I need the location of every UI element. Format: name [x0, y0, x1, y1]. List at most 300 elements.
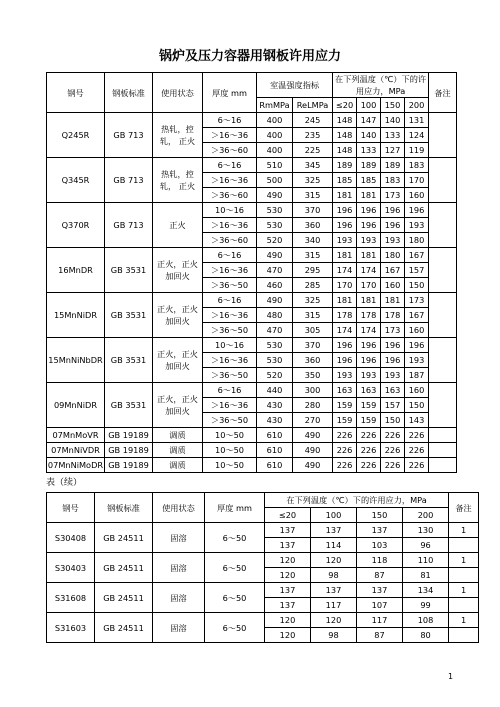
stress-200-cell: 167 — [405, 248, 429, 263]
standard-cell: GB 3531 — [105, 338, 153, 383]
rm-cell: 400 — [257, 113, 293, 128]
thickness-cell: 6～16 — [203, 293, 257, 308]
standard-cell: GB 713 — [105, 113, 153, 158]
stress-100-cell: 137 — [311, 583, 357, 598]
header-condition: 使用状态 — [153, 73, 203, 113]
rm-cell: 530 — [257, 203, 293, 218]
stress-150-cell: 87 — [357, 568, 403, 583]
stress-200-cell: 170 — [405, 173, 429, 188]
rm-cell: 500 — [257, 173, 293, 188]
table-row — [47, 113, 457, 128]
standard-cell: GB 24511 — [95, 553, 153, 583]
rm-cell: 520 — [257, 368, 293, 383]
rm-cell: 610 — [257, 443, 293, 458]
remark-cell — [429, 383, 457, 428]
rel-cell: 225 — [293, 143, 333, 158]
rm-cell: 400 — [257, 128, 293, 143]
remark-cell — [429, 443, 457, 458]
stress-20-cell: 137 — [265, 538, 311, 553]
condition-cell: 正火，正火加回火 — [153, 338, 203, 383]
stress-200-cell: 196 — [405, 338, 429, 353]
stress-20-cell: 174 — [333, 263, 357, 278]
stress-100-cell: 114 — [311, 538, 357, 553]
rm-cell: 530 — [257, 353, 293, 368]
stress-100-cell: 181 — [357, 188, 381, 203]
condition-cell: 正火 — [153, 203, 203, 248]
condition-cell: 调质 — [153, 428, 203, 443]
stress-150-cell: 180 — [381, 248, 405, 263]
rel-cell: 345 — [293, 158, 333, 173]
stress-100-cell: 226 — [357, 443, 381, 458]
thickness-cell: 6～16 — [203, 113, 257, 128]
thickness-cell: ＞16～36 — [203, 308, 257, 323]
rm-cell: 470 — [257, 263, 293, 278]
rel-cell: 490 — [293, 458, 333, 473]
rm-cell: 460 — [257, 278, 293, 293]
rel-cell: 280 — [293, 398, 333, 413]
thickness-cell: 6～50 — [205, 553, 265, 583]
rel-cell: 270 — [293, 413, 333, 428]
remark-cell — [429, 293, 457, 338]
stress-200-cell: 143 — [405, 413, 429, 428]
thickness-cell: ＞36～50 — [203, 413, 257, 428]
table-row — [47, 428, 457, 443]
stress-20-cell: 137 — [265, 598, 311, 613]
stress-20-cell: 189 — [333, 158, 357, 173]
thickness-cell: 6～50 — [205, 523, 265, 553]
rm-cell: 610 — [257, 428, 293, 443]
stress-100-cell: 196 — [357, 203, 381, 218]
stress-20-cell: 196 — [333, 218, 357, 233]
stress-100-cell: 185 — [357, 173, 381, 188]
stress-100-cell: 174 — [357, 263, 381, 278]
remark-cell: 1 — [449, 583, 479, 598]
stress-20-cell: 226 — [333, 428, 357, 443]
stress-20-cell: 148 — [333, 128, 357, 143]
stress-20-cell: 137 — [265, 523, 311, 538]
grade-cell: S31608 — [47, 583, 95, 613]
stress-100-cell: 178 — [357, 308, 381, 323]
remark-cell: 1 — [449, 613, 479, 628]
grade-cell: S30403 — [47, 553, 95, 583]
stress-100-cell: 196 — [357, 338, 381, 353]
rm-cell: 470 — [257, 323, 293, 338]
continued-label: 表（续） — [46, 478, 83, 488]
stress-20-cell: 159 — [333, 398, 357, 413]
header-t150: 150 — [381, 98, 405, 113]
header-t100: 100 — [357, 98, 381, 113]
stress-100-cell: 170 — [357, 278, 381, 293]
stress-150-cell: 183 — [381, 173, 405, 188]
stress-20-cell: 148 — [333, 113, 357, 128]
table-row — [47, 553, 479, 568]
stress-20-cell: 170 — [333, 278, 357, 293]
thickness-cell: ＞16～36 — [203, 263, 257, 278]
condition-cell: 固溶 — [153, 613, 205, 643]
header-t200: 200 — [403, 508, 449, 523]
standard-cell: GB 713 — [105, 203, 153, 248]
remark-cell: 1 — [449, 553, 479, 568]
rm-cell: 610 — [257, 458, 293, 473]
rm-cell: 430 — [257, 413, 293, 428]
rel-cell: 325 — [293, 173, 333, 188]
stress-100-cell: 137 — [311, 523, 357, 538]
condition-cell: 固溶 — [153, 553, 205, 583]
stainless-stress-table — [46, 492, 479, 643]
table-row — [47, 523, 479, 538]
stress-20-cell: 159 — [333, 413, 357, 428]
stress-200-cell: 196 — [405, 203, 429, 218]
condition-cell: 固溶 — [153, 583, 205, 613]
rel-cell: 340 — [293, 233, 333, 248]
rel-cell: 285 — [293, 278, 333, 293]
stress-100-cell: 174 — [357, 323, 381, 338]
stress-150-cell: 118 — [357, 553, 403, 568]
stress-200-cell: 96 — [403, 538, 449, 553]
stress-200-cell: 119 — [405, 143, 429, 158]
thickness-cell: 6～16 — [203, 248, 257, 263]
page-title: 锅炉及压力容器用钢板许用应力 — [158, 49, 341, 64]
rm-cell: 400 — [257, 143, 293, 158]
page-number: 1 — [448, 672, 454, 681]
header-stress: 在下列温度（℃）下的许用应力，MPa — [333, 73, 429, 98]
stress-200-cell: 183 — [405, 158, 429, 173]
condition-cell: 正火，正火加回火 — [153, 383, 203, 428]
stress-150-cell: 103 — [357, 538, 403, 553]
rel-cell: 490 — [293, 443, 333, 458]
grade-cell: S31603 — [47, 613, 95, 643]
table-row — [47, 458, 457, 473]
table-row — [47, 583, 479, 598]
stress-150-cell: 196 — [381, 353, 405, 368]
stress-150-cell: 178 — [381, 308, 405, 323]
stress-20-cell: 120 — [265, 568, 311, 583]
remark-cell — [429, 248, 457, 293]
header-t100: 100 — [311, 508, 357, 523]
thickness-cell: ＞36～60 — [203, 233, 257, 248]
header-thickness: 厚度 mm — [203, 73, 257, 113]
rm-cell: 520 — [257, 233, 293, 248]
rel-cell: 315 — [293, 248, 333, 263]
stress-150-cell: 163 — [381, 383, 405, 398]
stress-150-cell: 181 — [381, 293, 405, 308]
stress-100-cell: 189 — [357, 158, 381, 173]
grade-cell: 16MnDR — [47, 248, 105, 293]
remark-cell — [449, 628, 479, 643]
grade-cell: 15MnNiNbDR — [47, 338, 105, 383]
grade-cell: Q370R — [47, 203, 105, 248]
stress-200-cell: 173 — [405, 293, 429, 308]
remark-cell — [429, 113, 457, 158]
stress-100-cell: 159 — [357, 398, 381, 413]
stress-200-cell: 157 — [405, 263, 429, 278]
stress-200-cell: 160 — [405, 188, 429, 203]
header-grade: 钢号 — [47, 493, 95, 523]
header-grade: 钢号 — [47, 73, 105, 113]
stress-200-cell: 124 — [405, 128, 429, 143]
stress-20-cell: 181 — [333, 248, 357, 263]
stress-150-cell: 196 — [381, 203, 405, 218]
stress-100-cell: 120 — [311, 553, 357, 568]
thickness-cell: 6～16 — [203, 383, 257, 398]
thickness-cell: ＞16～36 — [203, 173, 257, 188]
stress-150-cell: 107 — [357, 598, 403, 613]
stress-150-cell: 137 — [357, 583, 403, 598]
rm-cell: 490 — [257, 293, 293, 308]
header-t200: 200 — [405, 98, 429, 113]
table-row — [47, 158, 457, 173]
stress-20-cell: 148 — [333, 143, 357, 158]
remark-cell — [429, 203, 457, 248]
stress-150-cell: 133 — [381, 128, 405, 143]
grade-cell: 07MnNiVDR — [47, 443, 105, 458]
condition-cell: 正火，正火加回火 — [153, 293, 203, 338]
rel-cell: 235 — [293, 128, 333, 143]
standard-cell: GB 3531 — [105, 248, 153, 293]
stress-150-cell: 87 — [357, 628, 403, 643]
stress-100-cell: 98 — [311, 628, 357, 643]
rel-cell: 315 — [293, 188, 333, 203]
stress-200-cell: 226 — [405, 443, 429, 458]
rm-cell: 490 — [257, 188, 293, 203]
header-remark: 备注 — [429, 73, 457, 113]
header-remark: 备注 — [449, 493, 479, 523]
rm-cell: 530 — [257, 338, 293, 353]
standard-cell: GB 19189 — [105, 443, 153, 458]
grade-cell: Q345R — [47, 158, 105, 203]
rel-cell: 370 — [293, 338, 333, 353]
header-condition: 使用状态 — [153, 493, 205, 523]
stress-200-cell: 99 — [403, 598, 449, 613]
remark-cell — [429, 338, 457, 383]
thickness-cell: 6～16 — [203, 158, 257, 173]
header-rel: ReLMPa — [293, 98, 333, 113]
stress-100-cell: 193 — [357, 233, 381, 248]
stress-100-cell: 181 — [357, 248, 381, 263]
stress-200-cell: 193 — [405, 218, 429, 233]
header-t150: 150 — [357, 508, 403, 523]
stress-20-cell: 185 — [333, 173, 357, 188]
stress-150-cell: 160 — [381, 278, 405, 293]
header-stress: 在下列温度（℃）下的许用应力，MPa — [265, 493, 449, 508]
condition-cell: 正火，正火加回火 — [153, 248, 203, 293]
rm-cell: 440 — [257, 383, 293, 398]
stress-150-cell: 193 — [381, 368, 405, 383]
stress-20-cell: 181 — [333, 188, 357, 203]
stress-20-cell: 193 — [333, 368, 357, 383]
stress-100-cell: 196 — [357, 218, 381, 233]
rel-cell: 305 — [293, 323, 333, 338]
thickness-cell: ＞16～36 — [203, 398, 257, 413]
stress-200-cell: 226 — [405, 428, 429, 443]
header-t20: ≤20 — [333, 98, 357, 113]
standard-cell: GB 24511 — [95, 583, 153, 613]
stress-20-cell: 226 — [333, 443, 357, 458]
condition-cell: 热轧，控轧， 正火 — [153, 158, 203, 203]
standard-cell: GB 3531 — [105, 383, 153, 428]
header-room-temp: 室温强度指标 — [257, 73, 333, 98]
rel-cell: 295 — [293, 263, 333, 278]
rm-cell: 510 — [257, 158, 293, 173]
table-row — [47, 383, 457, 398]
rel-cell: 245 — [293, 113, 333, 128]
stress-150-cell: 173 — [381, 188, 405, 203]
stress-20-cell: 174 — [333, 323, 357, 338]
standard-cell: GB 24511 — [95, 523, 153, 553]
table-row — [47, 443, 457, 458]
stress-200-cell: 81 — [403, 568, 449, 583]
stress-100-cell: 120 — [311, 613, 357, 628]
stress-20-cell: 181 — [333, 293, 357, 308]
stress-20-cell: 120 — [265, 613, 311, 628]
grade-cell: 09MnNiDR — [47, 383, 105, 428]
stress-100-cell: 117 — [311, 598, 357, 613]
stress-150-cell: 226 — [381, 443, 405, 458]
stress-100-cell: 163 — [357, 383, 381, 398]
stress-200-cell: 150 — [405, 398, 429, 413]
stress-200-cell: 180 — [405, 233, 429, 248]
rm-cell: 530 — [257, 218, 293, 233]
stress-20-cell: 163 — [333, 383, 357, 398]
rm-cell: 430 — [257, 398, 293, 413]
grade-cell: 15MnNiDR — [47, 293, 105, 338]
stress-100-cell: 226 — [357, 428, 381, 443]
stress-100-cell: 193 — [357, 368, 381, 383]
header-standard: 钢板标准 — [105, 73, 153, 113]
rel-cell: 370 — [293, 203, 333, 218]
stress-200-cell: 167 — [405, 308, 429, 323]
thickness-cell: ＞16～36 — [203, 218, 257, 233]
stress-100-cell: 159 — [357, 413, 381, 428]
thickness-cell: 6～50 — [205, 613, 265, 643]
thickness-cell: 10～50 — [203, 428, 257, 443]
grade-cell: 07MnNiMoDR — [47, 458, 105, 473]
remark-cell — [449, 568, 479, 583]
remark-cell — [449, 598, 479, 613]
allowable-stress-table — [46, 72, 457, 473]
rel-cell: 315 — [293, 308, 333, 323]
thickness-cell: ＞16～36 — [203, 353, 257, 368]
remark-cell — [449, 538, 479, 553]
thickness-cell: ＞16～36 — [203, 128, 257, 143]
stress-200-cell: 160 — [405, 383, 429, 398]
stress-20-cell: 193 — [333, 233, 357, 248]
stress-150-cell: 157 — [381, 398, 405, 413]
thickness-cell: 10～50 — [203, 443, 257, 458]
header-rm: RmMPa — [257, 98, 293, 113]
rm-cell: 480 — [257, 308, 293, 323]
stress-200-cell: 226 — [405, 458, 429, 473]
grade-cell: 07MnMoVR — [47, 428, 105, 443]
stress-100-cell: 147 — [357, 113, 381, 128]
standard-cell: GB 24511 — [95, 613, 153, 643]
stress-20-cell: 120 — [265, 628, 311, 643]
stress-200-cell: 80 — [403, 628, 449, 643]
thickness-cell: 6～50 — [205, 583, 265, 613]
table-row — [47, 338, 457, 353]
thickness-cell: 10～50 — [203, 458, 257, 473]
stress-200-cell: 130 — [403, 523, 449, 538]
condition-cell: 调质 — [153, 458, 203, 473]
remark-cell — [429, 158, 457, 203]
header-standard: 钢板标准 — [95, 493, 153, 523]
stress-20-cell: 178 — [333, 308, 357, 323]
rel-cell: 490 — [293, 428, 333, 443]
stress-20-cell: 196 — [333, 338, 357, 353]
thickness-cell: ＞36～60 — [203, 143, 257, 158]
stress-150-cell: 137 — [357, 523, 403, 538]
header-t20: ≤20 — [265, 508, 311, 523]
thickness-cell: 10～16 — [203, 338, 257, 353]
stress-100-cell: 196 — [357, 353, 381, 368]
thickness-cell: ＞36～50 — [203, 323, 257, 338]
stress-20-cell: 137 — [265, 583, 311, 598]
stress-200-cell: 110 — [403, 553, 449, 568]
rel-cell: 325 — [293, 293, 333, 308]
grade-cell: S30408 — [47, 523, 95, 553]
rel-cell: 350 — [293, 368, 333, 383]
condition-cell: 固溶 — [153, 523, 205, 553]
stress-20-cell: 196 — [333, 353, 357, 368]
stress-150-cell: 226 — [381, 428, 405, 443]
stress-150-cell: 117 — [357, 613, 403, 628]
standard-cell: GB 713 — [105, 158, 153, 203]
rel-cell: 360 — [293, 218, 333, 233]
thickness-cell: ＞36～50 — [203, 368, 257, 383]
rel-cell: 360 — [293, 353, 333, 368]
condition-cell: 调质 — [153, 443, 203, 458]
stress-150-cell: 173 — [381, 323, 405, 338]
standard-cell: GB 19189 — [105, 428, 153, 443]
stress-100-cell: 140 — [357, 128, 381, 143]
stress-100-cell: 181 — [357, 293, 381, 308]
standard-cell: GB 19189 — [105, 458, 153, 473]
stress-200-cell: 108 — [403, 613, 449, 628]
standard-cell: GB 3531 — [105, 293, 153, 338]
thickness-cell: ＞36～60 — [203, 188, 257, 203]
stress-200-cell: 131 — [405, 113, 429, 128]
remark-cell — [429, 428, 457, 443]
table-row — [47, 613, 479, 628]
stress-150-cell: 189 — [381, 158, 405, 173]
stress-100-cell: 133 — [357, 143, 381, 158]
remark-cell — [429, 458, 457, 473]
stress-150-cell: 193 — [381, 233, 405, 248]
header-thickness: 厚度 mm — [205, 493, 265, 523]
stress-150-cell: 196 — [381, 218, 405, 233]
stress-200-cell: 193 — [405, 353, 429, 368]
grade-cell: Q245R — [47, 113, 105, 158]
stress-150-cell: 127 — [381, 143, 405, 158]
stress-100-cell: 226 — [357, 458, 381, 473]
stress-200-cell: 160 — [405, 323, 429, 338]
thickness-cell: 10～16 — [203, 203, 257, 218]
condition-cell: 热轧，控轧， 正火 — [153, 113, 203, 158]
stress-150-cell: 140 — [381, 113, 405, 128]
stress-200-cell: 187 — [405, 368, 429, 383]
table-row — [47, 203, 457, 218]
rel-cell: 300 — [293, 383, 333, 398]
rm-cell: 490 — [257, 248, 293, 263]
stress-20-cell: 226 — [333, 458, 357, 473]
stress-200-cell: 150 — [405, 278, 429, 293]
stress-20-cell: 196 — [333, 203, 357, 218]
remark-cell: 1 — [449, 523, 479, 538]
stress-150-cell: 226 — [381, 458, 405, 473]
stress-100-cell: 98 — [311, 568, 357, 583]
thickness-cell: ＞36～50 — [203, 278, 257, 293]
stress-150-cell: 196 — [381, 338, 405, 353]
